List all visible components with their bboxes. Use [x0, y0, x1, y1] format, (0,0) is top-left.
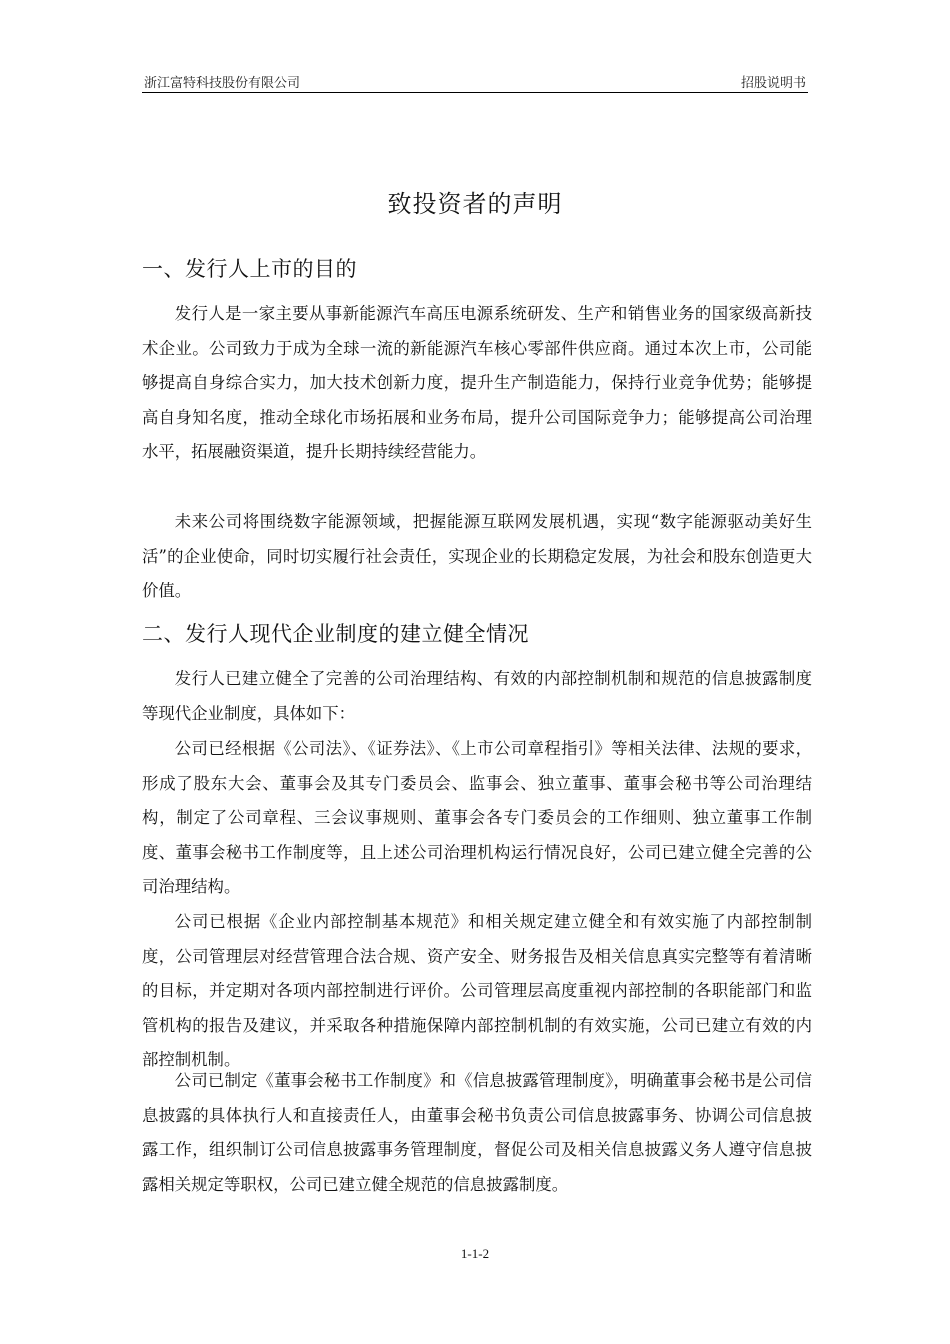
page-title: 致投资者的声明 — [387, 190, 563, 218]
paragraph: 公司已制定《董事会秘书工作制度》和《信息披露管理制度》，明确董事会秘书是公司信息披露的具体执行人和直接责任人，由董事会秘书负责公司信息披露事务、协调公司信息披露工作，组织制订公司信息披露事务管理制度，督促公司及相关信息披露义务人遵守信息披露相关规定等职权，公司已建立健全规范的信息披露制度。 — [142, 1071, 812, 1194]
paragraph: 公司已经根据《公司法》、《证券法》、《上市公司章程指引》等相关法律、法规的要求，形成了股东大会、董事会及其专门委员会、监事会、独立董事、董事会秘书等公司治理结构，制定了公司章程、三会议事规则、董事会各专门委员会的工作细则、独立董事工作制度、董事会秘书工作制度等，且上述公司治理机构运行情况良好，公司已建立健全完善的公司治理结构。 — [142, 739, 812, 896]
paragraph: 发行人是一家主要从事新能源汽车高压电源系统研发、生产和销售业务的国家级高新技术企业。公司致力于成为全球一流的新能源汽车核心零部件供应商。通过本次上市，公司能够提高自身综合实力，加大技术创新力度，提升生产制造能力，保持行业竞争优势；能够提高自身知名度，推动全球化市场拓展和业务布局，提升公司国际竞争力；能够提高公司治理水平，拓展融资渠道，提升长期持续经营能力。 — [142, 304, 812, 461]
section-heading-purpose: 一、发行人上市的目的 — [142, 257, 357, 281]
header-company-name: 浙江富特科技股份有限公司 — [144, 76, 301, 91]
paragraph: 未来公司将围绕数字能源领域，把握能源互联网发展机遇，实现“数字能源驱动美好生活”的企业使命，同时切实履行社会责任，实现企业的长期稳定发展，为社会和股东创造更大价值。 — [142, 512, 812, 600]
paragraph: 发行人已建立健全了完善的公司治理结构、有效的内部控制机制和规范的信息披露制度等现代企业制度，具体如下： — [142, 669, 812, 723]
page-header — [142, 70, 808, 93]
header-document-type: 招股说明书 — [740, 76, 806, 91]
page-number: 1-1-2 — [460, 1246, 490, 1261]
section-heading-governance: 二、发行人现代企业制度的建立健全情况 — [142, 622, 529, 646]
paragraph: 公司已根据《企业内部控制基本规范》和相关规定建立健全和有效实施了内部控制制度，公司管理层对经营管理合法合规、资产安全、财务报告及相关信息真实完整等有着清晰的目标，并定期对各项内部控制进行评价。公司管理层高度重视内部控制的各职能部门和监管机构的报告及建议，并采取各种措施保障内部控制机制的有效实施，公司已建立有效的内部控制机制。 — [142, 912, 812, 1069]
